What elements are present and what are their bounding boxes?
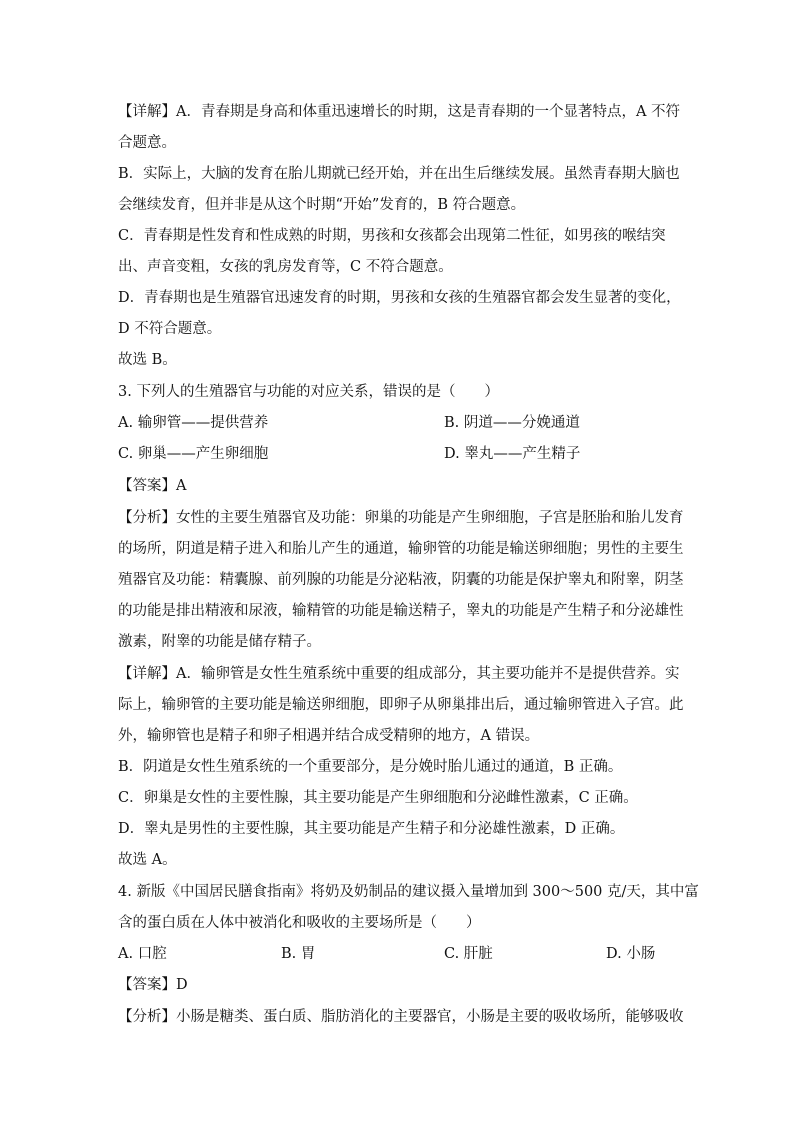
analysis-line: 激素，附睾的功能是储存精子。 (118, 634, 321, 650)
detail-line: 【详解】A．青春期是身高和体重迅速增长的时期，这是青春期的一个显著特点，A 不符 (118, 104, 681, 120)
detail-line: D 不符合题意。 (118, 321, 222, 337)
question-3-stem: 3. 下列人的生殖器官与功能的对应关系，错误的是（ ） (118, 384, 499, 400)
analysis-line: 的功能是排出精液和尿液，输精管的功能是输送精子，睾丸的功能是产生精子和分泌雄性 (118, 603, 684, 619)
detail-line: B．实际上，大脑的发育在胎儿期就已经开始，并在出生后继续发展。虽然青春期大脑也 (118, 166, 680, 182)
question-4-stem: 4. 新版《中国居民膳食指南》将奶及奶制品的建议摄入量增加到 300～500 克/天，其中富 (118, 884, 699, 900)
question-3-option-c: C. 卵巢——产生卵细胞 (118, 446, 269, 462)
detail-line: 外，输卵管也是精子和卵子相遇并结合成受精卵的地方，A 错误。 (118, 728, 540, 744)
question-3-option-d: D. 睾丸——产生精子 (444, 446, 581, 462)
question-3-option-b: B. 阴道——分娩通道 (444, 415, 580, 431)
detail-line: 合题意。 (118, 135, 176, 151)
choice-line: 故选 A。 (118, 852, 177, 868)
detail-line: 际上，输卵管的主要功能是输送卵细胞，即卵子从卵巢排出后，通过输卵管进入子宫。此 (118, 697, 684, 713)
detail-line: C．青春期是性发育和性成熟的时期，男孩和女孩都会出现第二性征，如男孩的喉结突 (118, 228, 666, 244)
question-4-option-b: B. 胃 (281, 946, 316, 962)
question-4-option-a: A. 口腔 (118, 946, 167, 962)
question-3-option-a: A. 输卵管——提供营养 (118, 415, 269, 431)
question-4-option-d: D. 小肠 (606, 946, 656, 962)
choice-line: 故选 B。 (118, 352, 177, 368)
analysis-line: 【分析】女性的主要生殖器官及功能：卵巢的功能是产生卵细胞，子宫是胚胎和胎儿发育 (118, 510, 684, 526)
detail-line: 【详解】A．输卵管是女性生殖系统中重要的组成部分，其主要功能并不是提供营养。实 (118, 666, 680, 682)
question-4-option-c: C. 肝脏 (444, 946, 493, 962)
detail-line: 会继续发育，但并非是从这个时期“开始”发育的，B 符合题意。 (118, 197, 526, 213)
detail-line: D．睾丸是男性的主要性腺，其主要功能是产生精子和分泌雄性激素，D 正确。 (118, 821, 625, 837)
question-3-answer: 【答案】A (118, 478, 187, 494)
question-4-stem: 含的蛋白质在人体中被消化和吸收的主要场所是（ ） (118, 915, 481, 931)
question-4-answer: 【答案】D (118, 977, 188, 993)
analysis-line: 【分析】小肠是糖类、蛋白质、脂肪消化的主要器官，小肠是主要的吸收场所，能够吸收 (118, 1009, 684, 1025)
analysis-line: 的场所，阴道是精子进入和胎儿产生的通道，输卵管的功能是输送卵细胞；男性的主要生 (118, 541, 684, 557)
detail-line: 出、声音变粗，女孩的乳房发育等，C 不符合题意。 (118, 259, 453, 275)
detail-line: D．青春期也是生殖器官迅速发育的时期，男孩和女孩的生殖器官都会发生显著的变化， (118, 290, 681, 306)
analysis-line: 殖器官及功能：精囊腺、前列腺的功能是分泌粘液，阴囊的功能是保护睾丸和附睾，阴茎 (118, 572, 684, 588)
detail-line: C．卵巢是女性的主要性腺，其主要功能是产生卵细胞和分泌雌性激素，C 正确。 (118, 790, 638, 806)
detail-line: B．阴道是女性生殖系统的一个重要部分，是分娩时胎儿通过的通道，B 正确。 (118, 759, 623, 775)
